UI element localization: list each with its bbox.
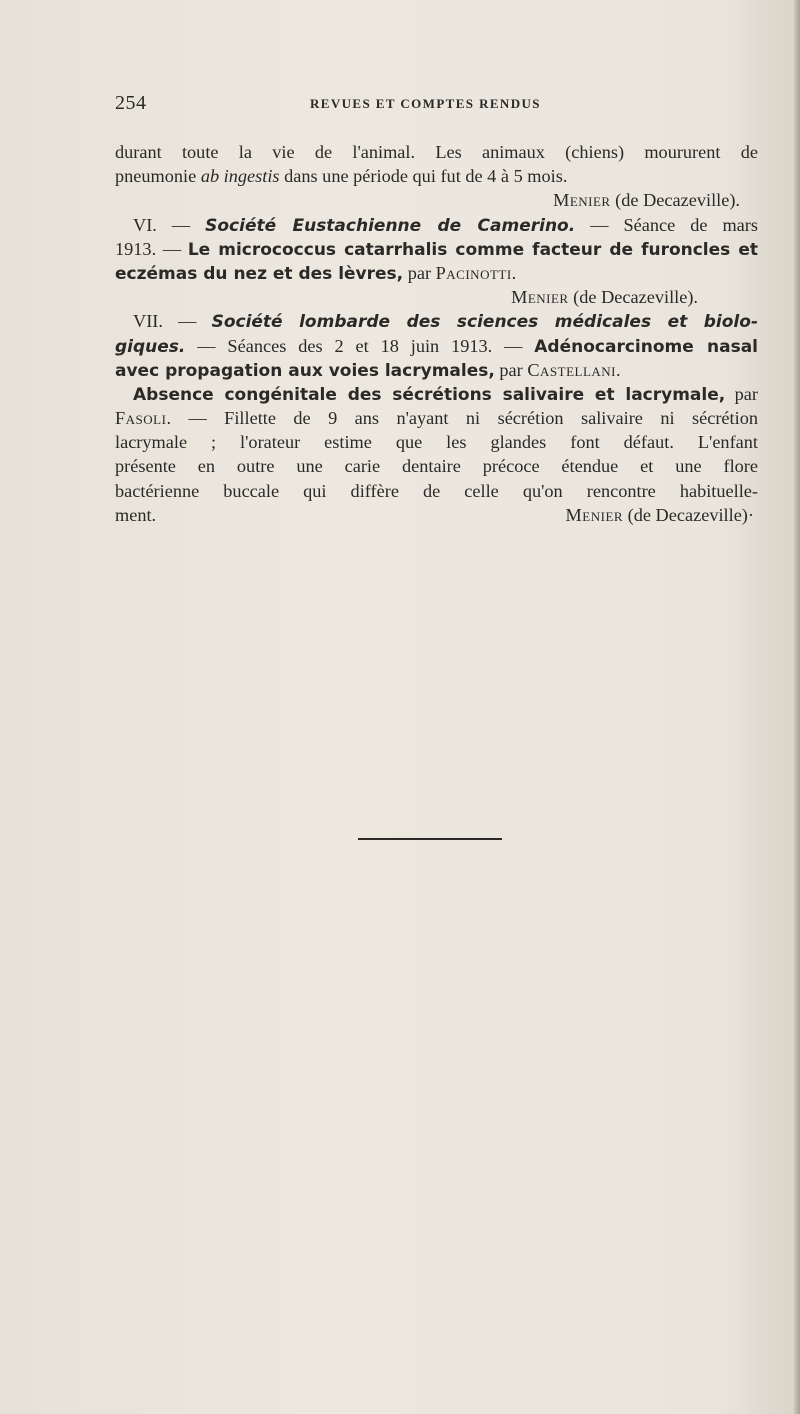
signature-line: [566, 503, 758, 527]
page-edge: [794, 0, 800, 1414]
signature-name: Menier: [553, 190, 611, 211]
session-info: — Séance de mars: [575, 214, 758, 235]
signature-line: [115, 188, 758, 212]
text-line: [115, 164, 758, 188]
text-line: présente en outre une carie dentaire précoce étendue et une flore: [115, 456, 758, 477]
author-name: Pacinotti: [435, 262, 512, 283]
signature-place: (de Decazeville)·: [623, 504, 754, 525]
communication-title: Absence congénitale des sécrétions salivaire et lacrymale,: [133, 384, 726, 405]
text-line: [115, 406, 758, 430]
society-name: Société lombarde des sciences médicales et biolo-: [211, 312, 758, 333]
signature-name: Menier: [565, 504, 624, 525]
author-name: Fasoli: [115, 408, 167, 429]
society-name: giques.: [115, 336, 186, 357]
text-span: ment.: [115, 504, 157, 525]
page-header: [115, 92, 760, 116]
communication-title: eczémas du nez et des lèvres,: [115, 263, 404, 284]
session-info: — Séances des 2 et 18 juin 1913. —: [185, 335, 535, 356]
text-span: .: [511, 262, 517, 283]
text-line: [115, 237, 758, 261]
article-text: [115, 140, 758, 527]
signature-line: [115, 285, 758, 309]
signature-name: Menier: [511, 287, 569, 308]
author-name: Castellani: [527, 359, 616, 380]
text-line: [115, 382, 758, 406]
society-name: Société Eustachienne de Camerino.: [205, 215, 576, 236]
text-line: [115, 334, 758, 358]
text-span: par: [494, 359, 528, 380]
text-span: par: [403, 262, 436, 283]
communication-title: Adénocarcinome nasal: [534, 336, 758, 357]
text-span: dans une période qui fut de 4 à 5 mois.: [279, 166, 568, 187]
text-line: [115, 309, 758, 333]
text-line: durant toute la vie de l'animal. Les animaux (chiens) moururent de: [115, 142, 758, 162]
text-span: pneumonie: [115, 166, 201, 187]
text-line: [115, 358, 758, 382]
running-title: REVUES ET COMPTES RENDUS: [310, 96, 541, 111]
text-line: [115, 213, 758, 237]
session-year: 1913. —: [115, 238, 188, 259]
text-span: . — Fillette de 9 ans n'ayant ni sécrétion salivaire ni sécrétion: [166, 408, 758, 429]
text-span: .: [616, 359, 621, 380]
latin-phrase: ab ingestis: [200, 166, 280, 187]
signature-place: (de Decazeville).: [610, 190, 740, 211]
text-line: [115, 503, 758, 527]
section-divider: [358, 838, 502, 840]
section-number: VI. —: [133, 214, 206, 235]
communication-title: Le micrococcus catarrhalis comme facteur de furoncles et: [187, 239, 758, 260]
text-line: lacrymale ; l'orateur estime que les glandes font défaut. L'enfant: [115, 432, 758, 453]
page-number: 254: [115, 92, 147, 114]
text-line: [115, 261, 758, 285]
text-span: par: [725, 383, 759, 404]
communication-title: avec propagation aux voies lacrymales,: [115, 360, 495, 381]
section-number: VII. —: [133, 311, 212, 332]
text-line: bactérienne buccale qui diffère de celle qu'on rencontre habituelle-: [115, 480, 758, 501]
signature-place: (de Decazeville).: [568, 287, 698, 308]
